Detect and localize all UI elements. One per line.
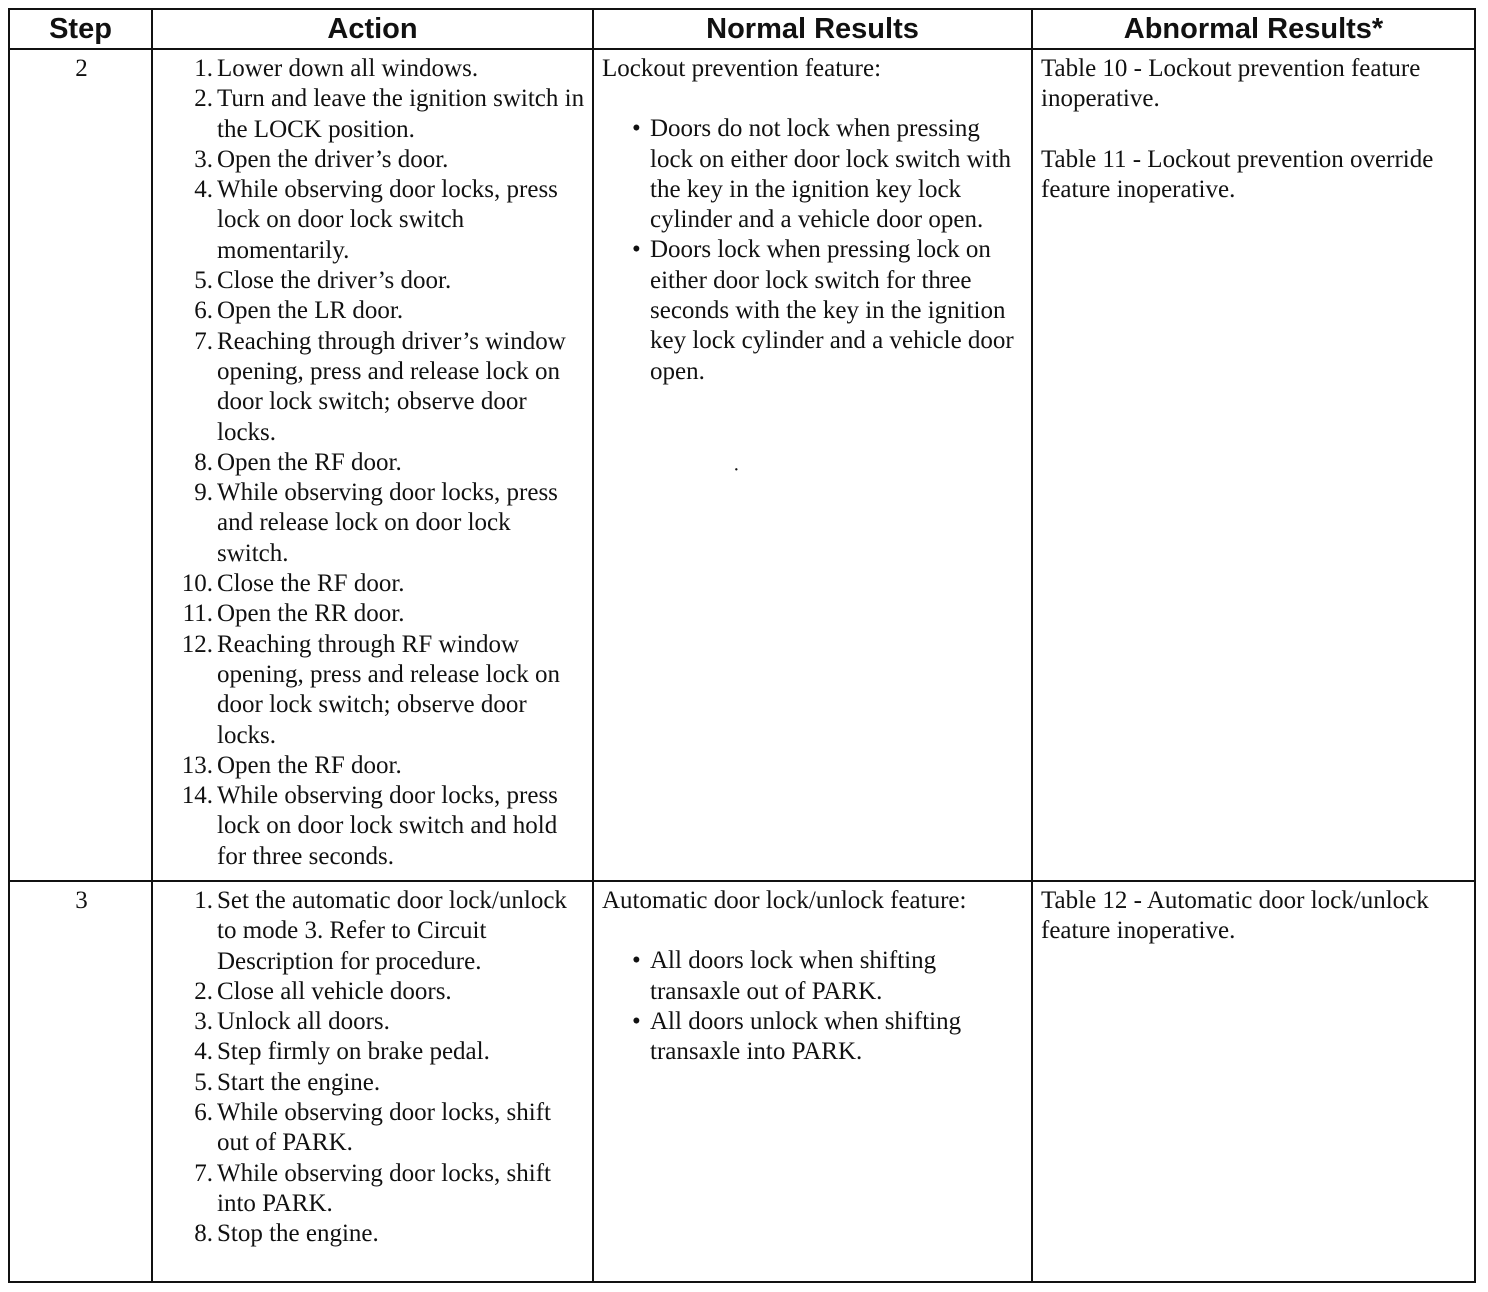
action-item — [161, 266, 586, 296]
action-item — [161, 175, 586, 266]
action-list — [161, 54, 586, 872]
action-item — [161, 54, 586, 84]
header-step: Step — [9, 9, 152, 49]
action-number: 13. — [181, 751, 213, 779]
bullet-icon: • — [632, 1007, 641, 1035]
normal-results-title: Lockout prevention feature: — [602, 55, 882, 82]
action-item — [161, 1037, 586, 1067]
action-number: 6. — [194, 297, 213, 325]
normal-result-text: All doors unlock when shifting transaxle into PARK. — [650, 1007, 962, 1066]
action-item — [161, 478, 586, 569]
action-item — [161, 1068, 586, 1098]
abnormal-result-item: Table 12 - Automatic door lock/unlock feature inoperative. — [1041, 887, 1429, 945]
action-number: 7. — [194, 1159, 213, 1187]
abnormal-result-item: Table 11 - Lockout prevention override feature inoperative. — [1041, 145, 1434, 203]
action-item — [161, 84, 586, 145]
action-number: 9. — [194, 479, 213, 507]
action-text: Turn and leave the ignition switch in the LOCK position. — [217, 85, 585, 143]
action-item — [161, 1098, 586, 1159]
action-text: Unlock all doors. — [217, 1008, 390, 1036]
action-number: 8. — [194, 1220, 213, 1248]
action-number: 1. — [194, 55, 213, 82]
action-text: Open the driver’s door. — [217, 145, 449, 173]
table-row — [9, 881, 1475, 1282]
bullet-icon: • — [632, 115, 641, 143]
step-number: 2 — [9, 49, 152, 881]
list-item — [602, 1007, 1025, 1068]
diagnostic-table — [8, 8, 1476, 1283]
header-row — [9, 9, 1475, 49]
action-text: Open the RF door. — [217, 751, 402, 779]
action-number: 3. — [194, 145, 213, 173]
action-text: While observing door locks, press and release lock on door lock switch. — [217, 479, 558, 567]
action-text: Close the RF door. — [217, 570, 405, 598]
action-item — [161, 599, 586, 629]
header-abnormal-results: Abnormal Results* — [1032, 9, 1475, 49]
action-text: Reaching through driver’s window opening, press and release lock on door lock switch; observe door locks. — [217, 327, 566, 446]
action-number: 4. — [194, 1038, 213, 1066]
header-action: Action — [152, 9, 593, 49]
normal-result-text: Doors do not lock when pressing lock on either door lock switch with the key in the ignition key lock cylinder and a vehicle door open. — [650, 115, 1012, 234]
normal-results-list — [602, 114, 1025, 387]
normal-results-cell — [593, 49, 1032, 881]
action-item — [161, 977, 586, 1007]
action-list — [161, 886, 586, 1250]
action-number: 4. — [194, 176, 213, 204]
abnormal-results-cell — [1032, 881, 1475, 1282]
action-text: Open the RR door. — [217, 600, 405, 628]
action-text: Close all vehicle doors. — [217, 977, 452, 1005]
list-item — [602, 235, 1025, 386]
action-item — [161, 781, 586, 872]
action-item — [161, 630, 586, 751]
action-text: Start the engine. — [217, 1068, 381, 1096]
action-number: 8. — [194, 448, 213, 476]
action-text: Step firmly on brake pedal. — [217, 1038, 490, 1066]
action-item — [161, 751, 586, 781]
action-item — [161, 886, 586, 977]
action-item — [161, 296, 586, 326]
list-item — [602, 114, 1025, 235]
action-item — [161, 327, 586, 448]
abnormal-results-cell — [1032, 49, 1475, 881]
action-item — [161, 1007, 586, 1037]
step-number: 3 — [9, 881, 152, 1282]
action-number: 10. — [181, 570, 213, 598]
action-text: Set the automatic door lock/unlock to mode 3. Refer to Circuit Description for procedure. — [217, 887, 567, 975]
action-number: 5. — [194, 267, 213, 295]
normal-results-list — [602, 946, 1025, 1067]
action-number: 1. — [194, 887, 213, 914]
action-text: While observing door locks, press lock on door lock switch momentarily. — [217, 176, 558, 264]
action-cell — [152, 49, 593, 881]
table-row — [9, 49, 1475, 881]
bullet-icon: • — [632, 947, 641, 975]
action-text: While observing door locks, shift out of PARK. — [217, 1099, 551, 1157]
action-text: Lower down all windows. — [217, 55, 479, 82]
normal-result-text: Doors lock when pressing lock on either door lock switch for three seconds with the key in the ignition key lock cylinder and a vehicle door open. — [650, 236, 1014, 385]
list-item — [602, 946, 1025, 1007]
action-cell — [152, 881, 593, 1282]
action-item — [161, 569, 586, 599]
normal-results-cell — [593, 881, 1032, 1282]
action-item — [161, 145, 586, 175]
action-number: 6. — [194, 1099, 213, 1127]
action-number: 14. — [181, 782, 213, 810]
action-text: Open the RF door. — [217, 448, 402, 476]
abnormal-result-item: Table 10 - Lockout prevention feature inoperative. — [1041, 55, 1421, 113]
bullet-icon: • — [632, 236, 641, 264]
action-item — [161, 448, 586, 478]
action-number: 11. — [182, 600, 213, 628]
action-number: 5. — [194, 1068, 213, 1096]
action-text: Close the driver’s door. — [217, 267, 452, 295]
normal-result-text: All doors lock when shifting transaxle out of PARK. — [650, 947, 937, 1005]
action-number: 7. — [194, 327, 213, 355]
action-number: 2. — [194, 977, 213, 1005]
action-number: 2. — [194, 85, 213, 113]
action-text: Stop the engine. — [217, 1220, 379, 1248]
scan-speck: · — [733, 459, 740, 481]
action-text: Reaching through RF window opening, press and release lock on door lock switch; observe door locks. — [217, 630, 560, 749]
action-number: 12. — [181, 630, 213, 658]
action-number: 3. — [194, 1008, 213, 1036]
normal-results-title: Automatic door lock/unlock feature: — [602, 887, 967, 914]
header-normal-results: Normal Results — [593, 9, 1032, 49]
action-item — [161, 1219, 586, 1249]
action-text: While observing door locks, press lock on door lock switch and hold for three seconds. — [217, 782, 558, 870]
action-text: While observing door locks, shift into PARK. — [217, 1159, 551, 1217]
action-text: Open the LR door. — [217, 297, 404, 325]
action-item — [161, 1159, 586, 1220]
